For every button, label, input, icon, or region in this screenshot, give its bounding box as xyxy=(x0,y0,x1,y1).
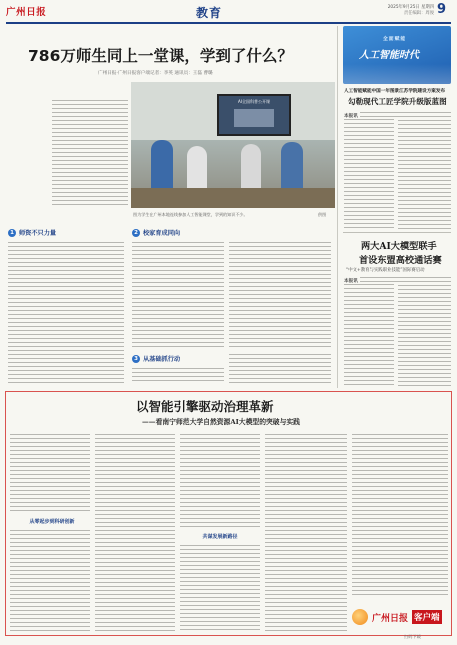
app-orange-circle-icon xyxy=(352,609,368,625)
feature-column xyxy=(180,434,260,530)
section-title: 校家育成同向 xyxy=(143,230,181,237)
story1-text xyxy=(398,112,451,229)
story1-text xyxy=(344,119,394,229)
app-name: 客户端 xyxy=(412,610,442,624)
section-number: 3 xyxy=(132,355,140,363)
article-column xyxy=(132,242,224,350)
section-title: 师资不只力量 xyxy=(19,230,57,237)
screen-banner: AI全国科普公开课 xyxy=(238,99,270,104)
intro-text xyxy=(52,100,128,208)
page-number: 9 xyxy=(437,2,447,17)
main-byline: 广州日报·广州日报客户端记者：李英 通讯员：王磊 曹璐 xyxy=(98,71,213,76)
masthead-date: 2025年9月25日 星期四 xyxy=(387,5,434,10)
section-heading-2 xyxy=(132,228,180,237)
story2-tagline: “中文+教育与实践职业技能”国际赛启动 xyxy=(346,268,425,273)
story2-headline: 两大AI大模型联手 xyxy=(361,241,437,252)
app-caption: 扫码下载 xyxy=(404,634,421,639)
story1-headline: 人工智能赋能中国一年图景江苏学院建设方案发布 xyxy=(344,89,446,94)
masthead-editor: 责任编辑：周俊 xyxy=(403,11,434,16)
desk xyxy=(131,188,335,208)
article-column xyxy=(132,368,224,384)
classroom-screen xyxy=(217,94,291,136)
masthead-meta xyxy=(368,5,434,17)
section-number: 1 xyxy=(8,229,16,237)
right-banner xyxy=(343,26,451,84)
article-column xyxy=(229,354,331,384)
feature-column xyxy=(180,545,260,632)
banner-glow xyxy=(343,64,451,84)
masthead-section: 教育 xyxy=(196,6,223,20)
masthead-logo: 广州日报 xyxy=(6,7,47,18)
app-logo: 广州日报 xyxy=(372,613,409,624)
feature-column xyxy=(95,434,175,632)
app-promo[interactable] xyxy=(352,600,450,634)
main-headline: 786万师生同上一堂课，学到了什么？ xyxy=(28,47,293,65)
feature-column xyxy=(10,530,90,632)
right-divider xyxy=(343,232,451,233)
section-heading-3 xyxy=(132,354,180,363)
banner-small: 全面赋能 xyxy=(383,37,407,42)
feature-section-heading: 共谋发展新路径 xyxy=(202,534,238,540)
banner-title: 人工智能时代 xyxy=(359,50,419,61)
feature-column xyxy=(265,434,347,632)
section-heading-1 xyxy=(8,228,56,237)
story2-subheadline: 首设东盟高校通话赛 xyxy=(359,255,442,266)
story1-subheadline: 勾勒现代工匠学院升级版蓝图 xyxy=(348,97,447,106)
masthead-rule xyxy=(6,22,451,24)
feature-subheadline: ——看南宁师范大学自然资源AI大模型的突破与实践 xyxy=(142,418,300,426)
section-number: 2 xyxy=(132,229,140,237)
article-column xyxy=(229,242,331,350)
column-divider xyxy=(337,26,338,388)
photo-caption: 图为学生在广州本地连线参加人工智能课堂，学到的知识不少。 xyxy=(133,212,248,217)
section-title: 从基础抓行动 xyxy=(143,356,181,363)
feature-headline: 以智能引擎驱动治理革新 xyxy=(136,399,274,414)
story2-text xyxy=(398,277,451,388)
main-photo xyxy=(131,82,335,208)
story2-source: 本报讯 xyxy=(344,279,358,284)
feature-column xyxy=(352,434,448,596)
story2-text xyxy=(344,284,394,388)
feature-section-heading: 从零起步到科研创新 xyxy=(29,519,75,525)
article-column xyxy=(8,242,124,384)
story1-source: 本报讯 xyxy=(344,114,358,119)
feature-column xyxy=(10,434,90,514)
photo-credit: 供图 xyxy=(318,212,327,217)
